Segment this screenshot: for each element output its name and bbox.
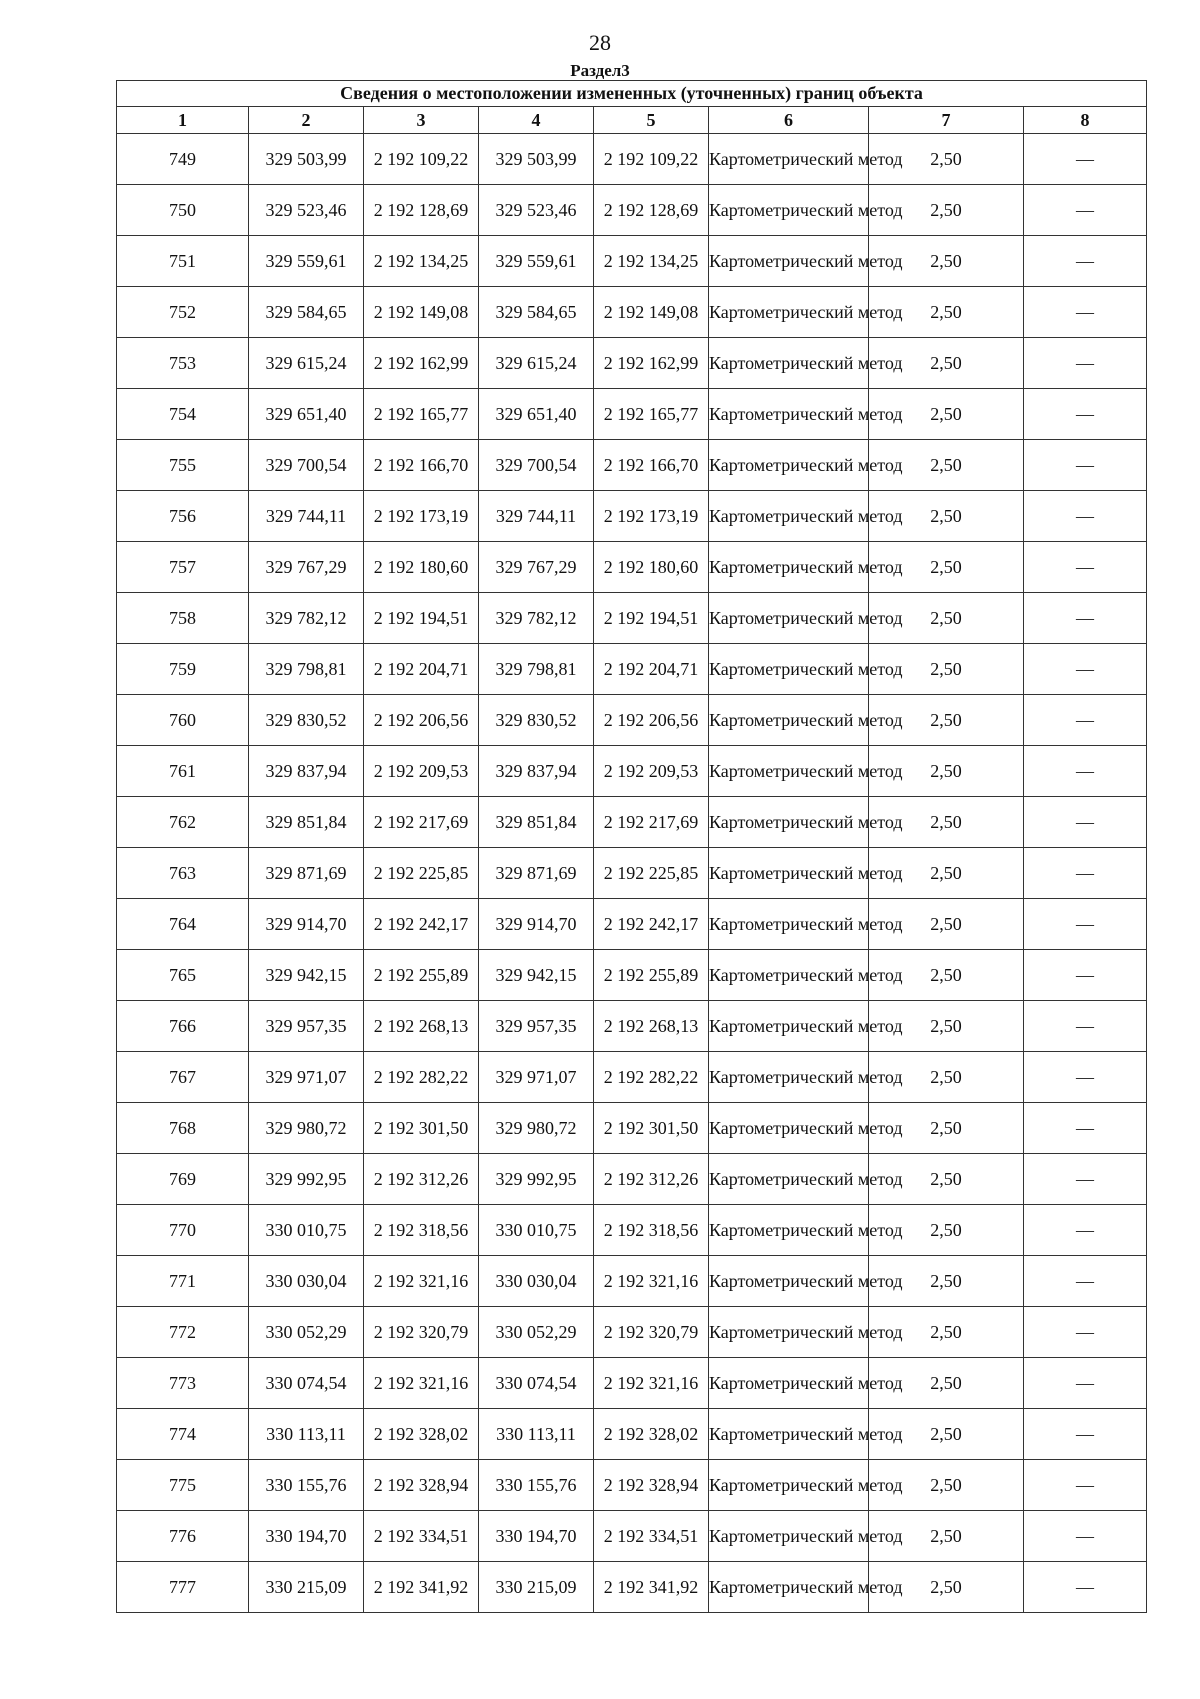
cell-y-new: 2 192 173,19	[594, 491, 709, 542]
cell-method: Картометрический метод	[709, 1562, 869, 1613]
cell-x-new: 329 871,69	[479, 848, 594, 899]
cell-method: Картометрический метод	[709, 491, 869, 542]
cell-x-existing: 330 155,76	[249, 1460, 364, 1511]
cell-accuracy: 2,50	[869, 1001, 1024, 1052]
cell-method: Картометрический метод	[709, 1511, 869, 1562]
cell-point-number: 752	[117, 287, 249, 338]
cell-x-new: 330 074,54	[479, 1358, 594, 1409]
cell-description: —	[1024, 185, 1147, 236]
cell-x-new: 330 113,11	[479, 1409, 594, 1460]
cell-x-existing: 329 914,70	[249, 899, 364, 950]
table-row	[117, 1052, 1147, 1103]
cell-accuracy: 2,50	[869, 287, 1024, 338]
table-row	[117, 1256, 1147, 1307]
cell-method: Картометрический метод	[709, 1307, 869, 1358]
cell-y-new: 2 192 149,08	[594, 287, 709, 338]
cell-y-existing: 2 192 242,17	[364, 899, 479, 950]
cell-x-new: 330 215,09	[479, 1562, 594, 1613]
cell-description: —	[1024, 1001, 1147, 1052]
cell-description: —	[1024, 1154, 1147, 1205]
cell-description: —	[1024, 389, 1147, 440]
cell-x-new: 330 030,04	[479, 1256, 594, 1307]
cell-y-existing: 2 192 321,16	[364, 1256, 479, 1307]
cell-accuracy: 2,50	[869, 899, 1024, 950]
cell-y-new: 2 192 268,13	[594, 1001, 709, 1052]
cell-accuracy: 2,50	[869, 644, 1024, 695]
cell-y-existing: 2 192 173,19	[364, 491, 479, 542]
cell-y-existing: 2 192 321,16	[364, 1358, 479, 1409]
table-row	[117, 1409, 1147, 1460]
cell-description: —	[1024, 797, 1147, 848]
cell-description: —	[1024, 491, 1147, 542]
cell-accuracy: 2,50	[869, 542, 1024, 593]
cell-x-existing: 329 942,15	[249, 950, 364, 1001]
cell-y-existing: 2 192 166,70	[364, 440, 479, 491]
table-row	[117, 1358, 1147, 1409]
table-body	[117, 134, 1147, 1613]
cell-point-number: 758	[117, 593, 249, 644]
cell-point-number: 762	[117, 797, 249, 848]
cell-method: Картометрический метод	[709, 1103, 869, 1154]
table-row	[117, 542, 1147, 593]
cell-y-new: 2 192 312,26	[594, 1154, 709, 1205]
cell-accuracy: 2,50	[869, 593, 1024, 644]
cell-x-existing: 330 194,70	[249, 1511, 364, 1562]
cell-description: —	[1024, 1460, 1147, 1511]
cell-method: Картометрический метод	[709, 1460, 869, 1511]
cell-y-existing: 2 192 255,89	[364, 950, 479, 1001]
cell-description: —	[1024, 1205, 1147, 1256]
cell-y-existing: 2 192 165,77	[364, 389, 479, 440]
cell-method: Картометрический метод	[709, 1358, 869, 1409]
table-row	[117, 185, 1147, 236]
table-row	[117, 1307, 1147, 1358]
cell-accuracy: 2,50	[869, 338, 1024, 389]
cell-method: Картометрический метод	[709, 746, 869, 797]
cell-y-existing: 2 192 149,08	[364, 287, 479, 338]
cell-y-new: 2 192 180,60	[594, 542, 709, 593]
cell-description: —	[1024, 542, 1147, 593]
table-row	[117, 1103, 1147, 1154]
cell-accuracy: 2,50	[869, 1358, 1024, 1409]
cell-x-new: 329 559,61	[479, 236, 594, 287]
cell-point-number: 764	[117, 899, 249, 950]
cell-method: Картометрический метод	[709, 1154, 869, 1205]
cell-accuracy: 2,50	[869, 746, 1024, 797]
cell-x-new: 330 010,75	[479, 1205, 594, 1256]
cell-point-number: 777	[117, 1562, 249, 1613]
cell-description: —	[1024, 1511, 1147, 1562]
column-header-6: 6	[709, 107, 869, 134]
cell-y-existing: 2 192 134,25	[364, 236, 479, 287]
cell-y-existing: 2 192 341,92	[364, 1562, 479, 1613]
cell-x-existing: 329 615,24	[249, 338, 364, 389]
cell-y-existing: 2 192 204,71	[364, 644, 479, 695]
cell-method: Картометрический метод	[709, 542, 869, 593]
cell-y-existing: 2 192 225,85	[364, 848, 479, 899]
cell-y-existing: 2 192 180,60	[364, 542, 479, 593]
cell-description: —	[1024, 899, 1147, 950]
cell-y-existing: 2 192 217,69	[364, 797, 479, 848]
cell-y-new: 2 192 165,77	[594, 389, 709, 440]
cell-method: Картометрический метод	[709, 338, 869, 389]
cell-y-existing: 2 192 328,94	[364, 1460, 479, 1511]
cell-method: Картометрический метод	[709, 1052, 869, 1103]
cell-y-new: 2 192 166,70	[594, 440, 709, 491]
cell-x-existing: 329 980,72	[249, 1103, 364, 1154]
cell-point-number: 761	[117, 746, 249, 797]
cell-method: Картометрический метод	[709, 440, 869, 491]
cell-x-existing: 329 871,69	[249, 848, 364, 899]
cell-x-existing: 329 992,95	[249, 1154, 364, 1205]
cell-x-existing: 329 584,65	[249, 287, 364, 338]
table-row	[117, 134, 1147, 185]
cell-point-number: 755	[117, 440, 249, 491]
cell-y-new: 2 192 321,16	[594, 1256, 709, 1307]
cell-point-number: 776	[117, 1511, 249, 1562]
cell-description: —	[1024, 1307, 1147, 1358]
cell-point-number: 753	[117, 338, 249, 389]
cell-description: —	[1024, 950, 1147, 1001]
cell-x-new: 329 992,95	[479, 1154, 594, 1205]
cell-y-existing: 2 192 162,99	[364, 338, 479, 389]
cell-y-existing: 2 192 128,69	[364, 185, 479, 236]
cell-y-existing: 2 192 268,13	[364, 1001, 479, 1052]
cell-point-number: 773	[117, 1358, 249, 1409]
cell-y-existing: 2 192 320,79	[364, 1307, 479, 1358]
cell-x-existing: 329 851,84	[249, 797, 364, 848]
cell-y-existing: 2 192 301,50	[364, 1103, 479, 1154]
column-header-5: 5	[594, 107, 709, 134]
cell-method: Картометрический метод	[709, 389, 869, 440]
cell-accuracy: 2,50	[869, 1562, 1024, 1613]
cell-y-existing: 2 192 328,02	[364, 1409, 479, 1460]
cell-x-existing: 329 651,40	[249, 389, 364, 440]
cell-point-number: 765	[117, 950, 249, 1001]
cell-x-existing: 330 010,75	[249, 1205, 364, 1256]
cell-description: —	[1024, 848, 1147, 899]
column-header-4: 4	[479, 107, 594, 134]
cell-y-new: 2 192 255,89	[594, 950, 709, 1001]
cell-accuracy: 2,50	[869, 185, 1024, 236]
cell-y-new: 2 192 341,92	[594, 1562, 709, 1613]
cell-y-existing: 2 192 209,53	[364, 746, 479, 797]
cell-x-new: 329 700,54	[479, 440, 594, 491]
cell-accuracy: 2,50	[869, 440, 1024, 491]
cell-method: Картометрический метод	[709, 593, 869, 644]
cell-method: Картометрический метод	[709, 950, 869, 1001]
cell-x-new: 329 957,35	[479, 1001, 594, 1052]
cell-y-new: 2 192 321,16	[594, 1358, 709, 1409]
cell-y-existing: 2 192 194,51	[364, 593, 479, 644]
cell-x-existing: 329 837,94	[249, 746, 364, 797]
cell-point-number: 749	[117, 134, 249, 185]
cell-x-new: 329 767,29	[479, 542, 594, 593]
cell-description: —	[1024, 695, 1147, 746]
column-header-row	[117, 107, 1147, 134]
cell-y-new: 2 192 318,56	[594, 1205, 709, 1256]
cell-accuracy: 2,50	[869, 848, 1024, 899]
cell-x-new: 329 798,81	[479, 644, 594, 695]
cell-accuracy: 2,50	[869, 797, 1024, 848]
cell-x-existing: 329 523,46	[249, 185, 364, 236]
cell-x-existing: 329 503,99	[249, 134, 364, 185]
cell-x-new: 329 851,84	[479, 797, 594, 848]
cell-y-existing: 2 192 318,56	[364, 1205, 479, 1256]
cell-y-new: 2 192 320,79	[594, 1307, 709, 1358]
cell-point-number: 771	[117, 1256, 249, 1307]
column-header-3: 3	[364, 107, 479, 134]
cell-accuracy: 2,50	[869, 950, 1024, 1001]
cell-x-new: 329 830,52	[479, 695, 594, 746]
cell-y-new: 2 192 109,22	[594, 134, 709, 185]
cell-description: —	[1024, 1103, 1147, 1154]
table-row	[117, 1562, 1147, 1613]
cell-y-new: 2 192 328,94	[594, 1460, 709, 1511]
cell-accuracy: 2,50	[869, 491, 1024, 542]
cell-description: —	[1024, 746, 1147, 797]
cell-x-new: 330 155,76	[479, 1460, 594, 1511]
column-header-8: 8	[1024, 107, 1147, 134]
cell-y-existing: 2 192 282,22	[364, 1052, 479, 1103]
cell-accuracy: 2,50	[869, 1409, 1024, 1460]
cell-x-existing: 330 215,09	[249, 1562, 364, 1613]
cell-point-number: 759	[117, 644, 249, 695]
cell-description: —	[1024, 236, 1147, 287]
cell-method: Картометрический метод	[709, 797, 869, 848]
cell-point-number: 775	[117, 1460, 249, 1511]
cell-description: —	[1024, 338, 1147, 389]
cell-accuracy: 2,50	[869, 1256, 1024, 1307]
cell-description: —	[1024, 1562, 1147, 1613]
cell-x-new: 329 980,72	[479, 1103, 594, 1154]
cell-point-number: 751	[117, 236, 249, 287]
cell-x-new: 329 523,46	[479, 185, 594, 236]
cell-x-new: 329 651,40	[479, 389, 594, 440]
cell-accuracy: 2,50	[869, 1511, 1024, 1562]
cell-point-number: 757	[117, 542, 249, 593]
cell-description: —	[1024, 593, 1147, 644]
cell-x-new: 329 615,24	[479, 338, 594, 389]
table-row	[117, 338, 1147, 389]
cell-point-number: 768	[117, 1103, 249, 1154]
cell-x-existing: 329 830,52	[249, 695, 364, 746]
cell-point-number: 750	[117, 185, 249, 236]
cell-accuracy: 2,50	[869, 1052, 1024, 1103]
cell-accuracy: 2,50	[869, 389, 1024, 440]
cell-point-number: 760	[117, 695, 249, 746]
cell-accuracy: 2,50	[869, 134, 1024, 185]
table-row	[117, 287, 1147, 338]
cell-x-existing: 330 074,54	[249, 1358, 364, 1409]
cell-description: —	[1024, 1409, 1147, 1460]
column-header-1: 1	[117, 107, 249, 134]
section-title: Раздел3	[570, 61, 630, 80]
table-row	[117, 899, 1147, 950]
table-row	[117, 848, 1147, 899]
cell-x-existing: 330 113,11	[249, 1409, 364, 1460]
table-row	[117, 1154, 1147, 1205]
table-row	[117, 1511, 1147, 1562]
cell-y-new: 2 192 328,02	[594, 1409, 709, 1460]
cell-accuracy: 2,50	[869, 695, 1024, 746]
cell-point-number: 769	[117, 1154, 249, 1205]
cell-description: —	[1024, 1256, 1147, 1307]
cell-y-new: 2 192 225,85	[594, 848, 709, 899]
table-row	[117, 593, 1147, 644]
cell-x-new: 329 914,70	[479, 899, 594, 950]
cell-point-number: 763	[117, 848, 249, 899]
cell-y-new: 2 192 204,71	[594, 644, 709, 695]
table-row	[117, 1205, 1147, 1256]
cell-method: Картометрический метод	[709, 1001, 869, 1052]
cell-point-number: 774	[117, 1409, 249, 1460]
table-row	[117, 1001, 1147, 1052]
cell-y-new: 2 192 134,25	[594, 236, 709, 287]
table-row	[117, 746, 1147, 797]
column-header-2: 2	[249, 107, 364, 134]
cell-x-existing: 329 798,81	[249, 644, 364, 695]
boundary-table	[116, 80, 1147, 1613]
table-row	[117, 440, 1147, 491]
cell-y-new: 2 192 282,22	[594, 1052, 709, 1103]
cell-x-existing: 329 700,54	[249, 440, 364, 491]
cell-y-existing: 2 192 109,22	[364, 134, 479, 185]
cell-method: Картометрический метод	[709, 236, 869, 287]
cell-method: Картометрический метод	[709, 185, 869, 236]
cell-description: —	[1024, 1052, 1147, 1103]
cell-y-new: 2 192 301,50	[594, 1103, 709, 1154]
cell-point-number: 754	[117, 389, 249, 440]
cell-y-existing: 2 192 206,56	[364, 695, 479, 746]
cell-method: Картометрический метод	[709, 695, 869, 746]
cell-method: Картометрический метод	[709, 848, 869, 899]
cell-y-existing: 2 192 334,51	[364, 1511, 479, 1562]
cell-method: Картометрический метод	[709, 644, 869, 695]
cell-y-new: 2 192 217,69	[594, 797, 709, 848]
page-number: 28	[589, 30, 611, 55]
cell-x-existing: 329 957,35	[249, 1001, 364, 1052]
table-row	[117, 950, 1147, 1001]
cell-y-new: 2 192 128,69	[594, 185, 709, 236]
cell-accuracy: 2,50	[869, 1307, 1024, 1358]
cell-y-new: 2 192 209,53	[594, 746, 709, 797]
cell-x-existing: 330 052,29	[249, 1307, 364, 1358]
cell-x-existing: 329 559,61	[249, 236, 364, 287]
table-row	[117, 491, 1147, 542]
cell-accuracy: 2,50	[869, 236, 1024, 287]
cell-x-existing: 330 030,04	[249, 1256, 364, 1307]
column-header-7: 7	[869, 107, 1024, 134]
cell-point-number: 770	[117, 1205, 249, 1256]
cell-point-number: 756	[117, 491, 249, 542]
cell-method: Картометрический метод	[709, 899, 869, 950]
cell-description: —	[1024, 287, 1147, 338]
cell-x-new: 329 782,12	[479, 593, 594, 644]
cell-y-existing: 2 192 312,26	[364, 1154, 479, 1205]
cell-description: —	[1024, 644, 1147, 695]
cell-method: Картометрический метод	[709, 1256, 869, 1307]
cell-x-new: 330 194,70	[479, 1511, 594, 1562]
table-row	[117, 236, 1147, 287]
cell-x-new: 330 052,29	[479, 1307, 594, 1358]
cell-x-existing: 329 971,07	[249, 1052, 364, 1103]
cell-method: Картометрический метод	[709, 287, 869, 338]
cell-y-new: 2 192 242,17	[594, 899, 709, 950]
cell-accuracy: 2,50	[869, 1103, 1024, 1154]
cell-accuracy: 2,50	[869, 1460, 1024, 1511]
cell-x-new: 329 971,07	[479, 1052, 594, 1103]
cell-x-new: 329 584,65	[479, 287, 594, 338]
cell-x-new: 329 744,11	[479, 491, 594, 542]
table-row	[117, 644, 1147, 695]
cell-description: —	[1024, 1358, 1147, 1409]
table-row	[117, 797, 1147, 848]
cell-point-number: 766	[117, 1001, 249, 1052]
cell-x-existing: 329 744,11	[249, 491, 364, 542]
cell-accuracy: 2,50	[869, 1154, 1024, 1205]
cell-method: Картометрический метод	[709, 1409, 869, 1460]
cell-point-number: 772	[117, 1307, 249, 1358]
cell-x-new: 329 503,99	[479, 134, 594, 185]
cell-y-new: 2 192 194,51	[594, 593, 709, 644]
table-row	[117, 695, 1147, 746]
cell-x-new: 329 837,94	[479, 746, 594, 797]
cell-method: Картометрический метод	[709, 134, 869, 185]
cell-description: —	[1024, 134, 1147, 185]
table-row	[117, 1460, 1147, 1511]
table-row	[117, 389, 1147, 440]
cell-x-existing: 329 767,29	[249, 542, 364, 593]
cell-y-new: 2 192 206,56	[594, 695, 709, 746]
cell-description: —	[1024, 440, 1147, 491]
cell-x-new: 329 942,15	[479, 950, 594, 1001]
cell-method: Картометрический метод	[709, 1205, 869, 1256]
cell-x-existing: 329 782,12	[249, 593, 364, 644]
table-caption: Сведения о местоположении измененных (уточненных) границ объекта	[117, 81, 1147, 107]
cell-y-new: 2 192 334,51	[594, 1511, 709, 1562]
cell-accuracy: 2,50	[869, 1205, 1024, 1256]
cell-point-number: 767	[117, 1052, 249, 1103]
cell-y-new: 2 192 162,99	[594, 338, 709, 389]
